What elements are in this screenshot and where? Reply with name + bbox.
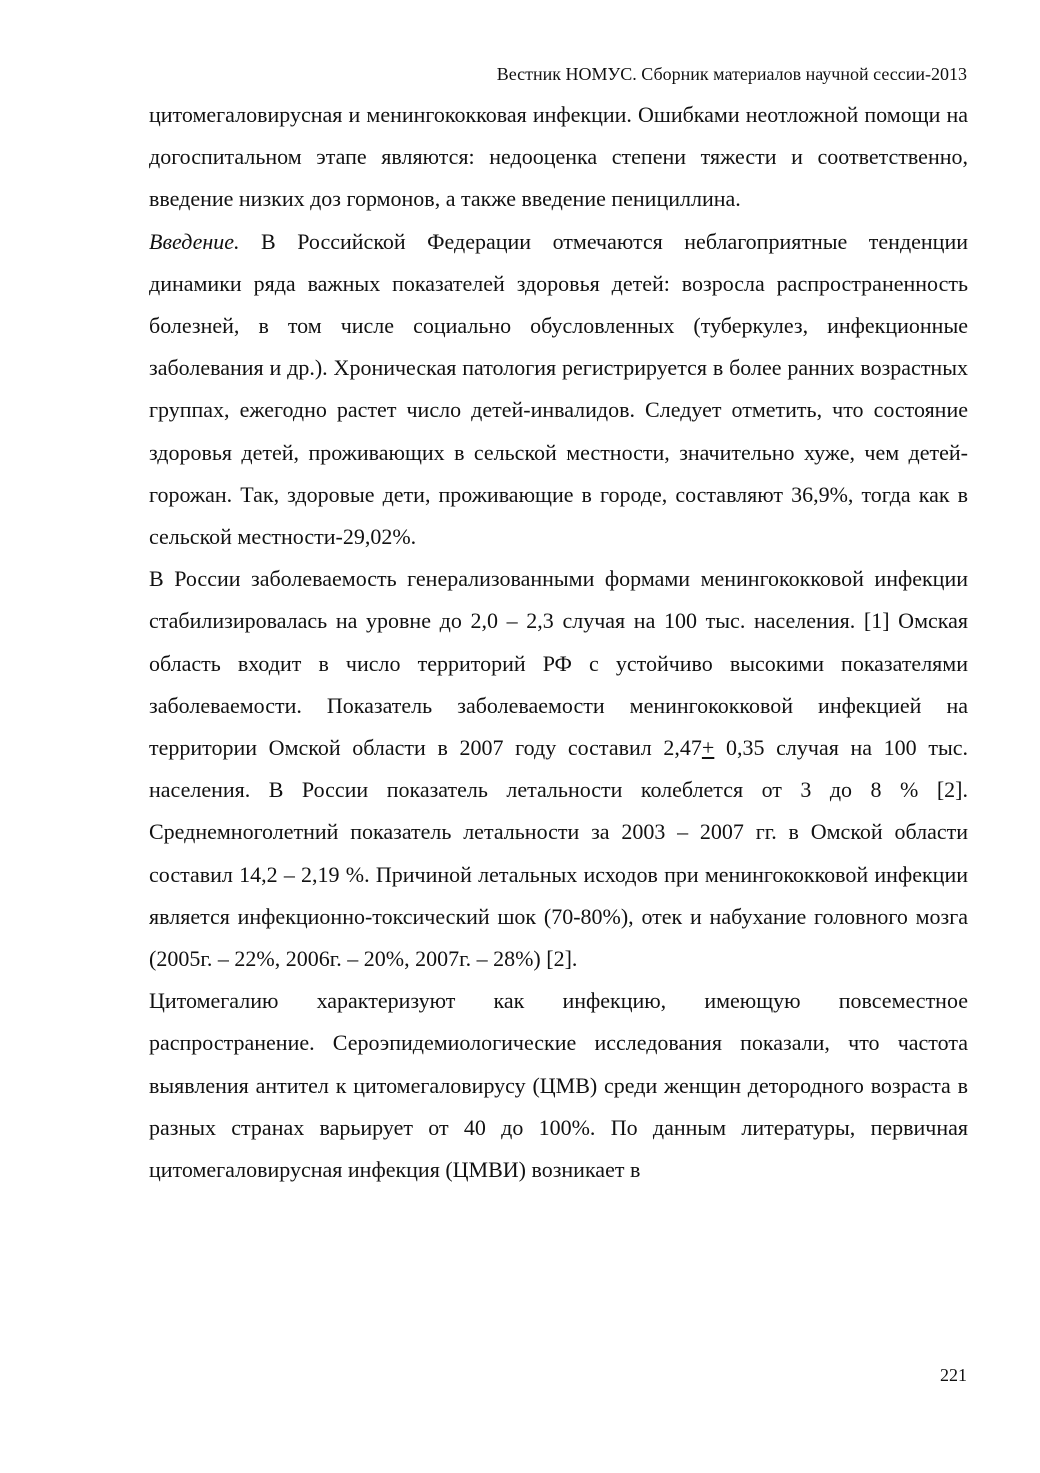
paragraph-4: Цитомегалию характеризуют как инфекцию, имеющую повсеместное распространение. Сероэпидемиологические исследования показали, что частота выявления антител к цитомегаловирусу (ЦМВ) среди женщин детородного возраста в разных странах варьирует от 40 до 100%. По данным литературы, первичная цитомегаловирусная инфекция (ЦМВИ) возникает в [149,988,968,1183]
paragraph-3-text-a: В России заболеваемость генерализованными формами менингококковой инфекции стабилизировалась на уровне до 2,0 – 2,3 случая на 100 тыс. населения. [1] Омская область входит в число территорий РФ с устойчиво высокими показателями заболеваемости. Показатель заболеваемости менингококковой инфекцией на территории Омской области в 2007 году составил 2,47 [149,566,968,761]
paragraph-2-text: В Российской Федерации отмечаются неблагоприятные тенденции динамики ряда важных показателей здоровья детей: возросла распространенность болезней, в том числе социально обусловленных (туберкулез, инфекционные заболевания и др.). Хроническая патология регистрируется в более ранних возрастных группах, ежегодно растет число детей-инвалидов. Следует отметить, что состояние здоровья детей, проживающих в сельской местности, значительно хуже, чем детей-горожан. Так, здоровые дети, проживающие в городе, составляют 36,9%, тогда как в сельской местности-29,02%. [149,228,968,550]
page-number: 221 [940,1365,967,1385]
paragraph-3-text-b: 0,35 случая на 100 тыс. населения. В России показатель летальности колеблется от 3 до 8 % [2]. Среднемноголетний показатель летальности за 2003 – 2007 гг. в Омской области составил 14,2 – 2,19 %. Причиной летальных исходов при менингококковой инфекции является инфекционно-токсический шок (70-80%), отек и набухание головного мозга (2005г. – 22%, 2006г. – 20%, 2007г. – 28%) [2]. [149,735,968,972]
introduction-heading: Введение. [149,228,240,254]
paragraph-2 [149,221,968,559]
plus-minus-sign: + [701,735,715,761]
body-text [149,94,968,1191]
paragraph-1: цитомегаловирусная и менингококковая инфекции. Ошибками неотложной помощи на догоспитальном этапе являются: недооценка степени тяжести и соответственно, введение низких доз гормонов, а также введение пенициллина. [149,102,968,212]
running-header: Вестник НОМУС. Сборник материалов научной сессии-2013 [496,64,967,84]
paragraph-3 [149,558,968,980]
